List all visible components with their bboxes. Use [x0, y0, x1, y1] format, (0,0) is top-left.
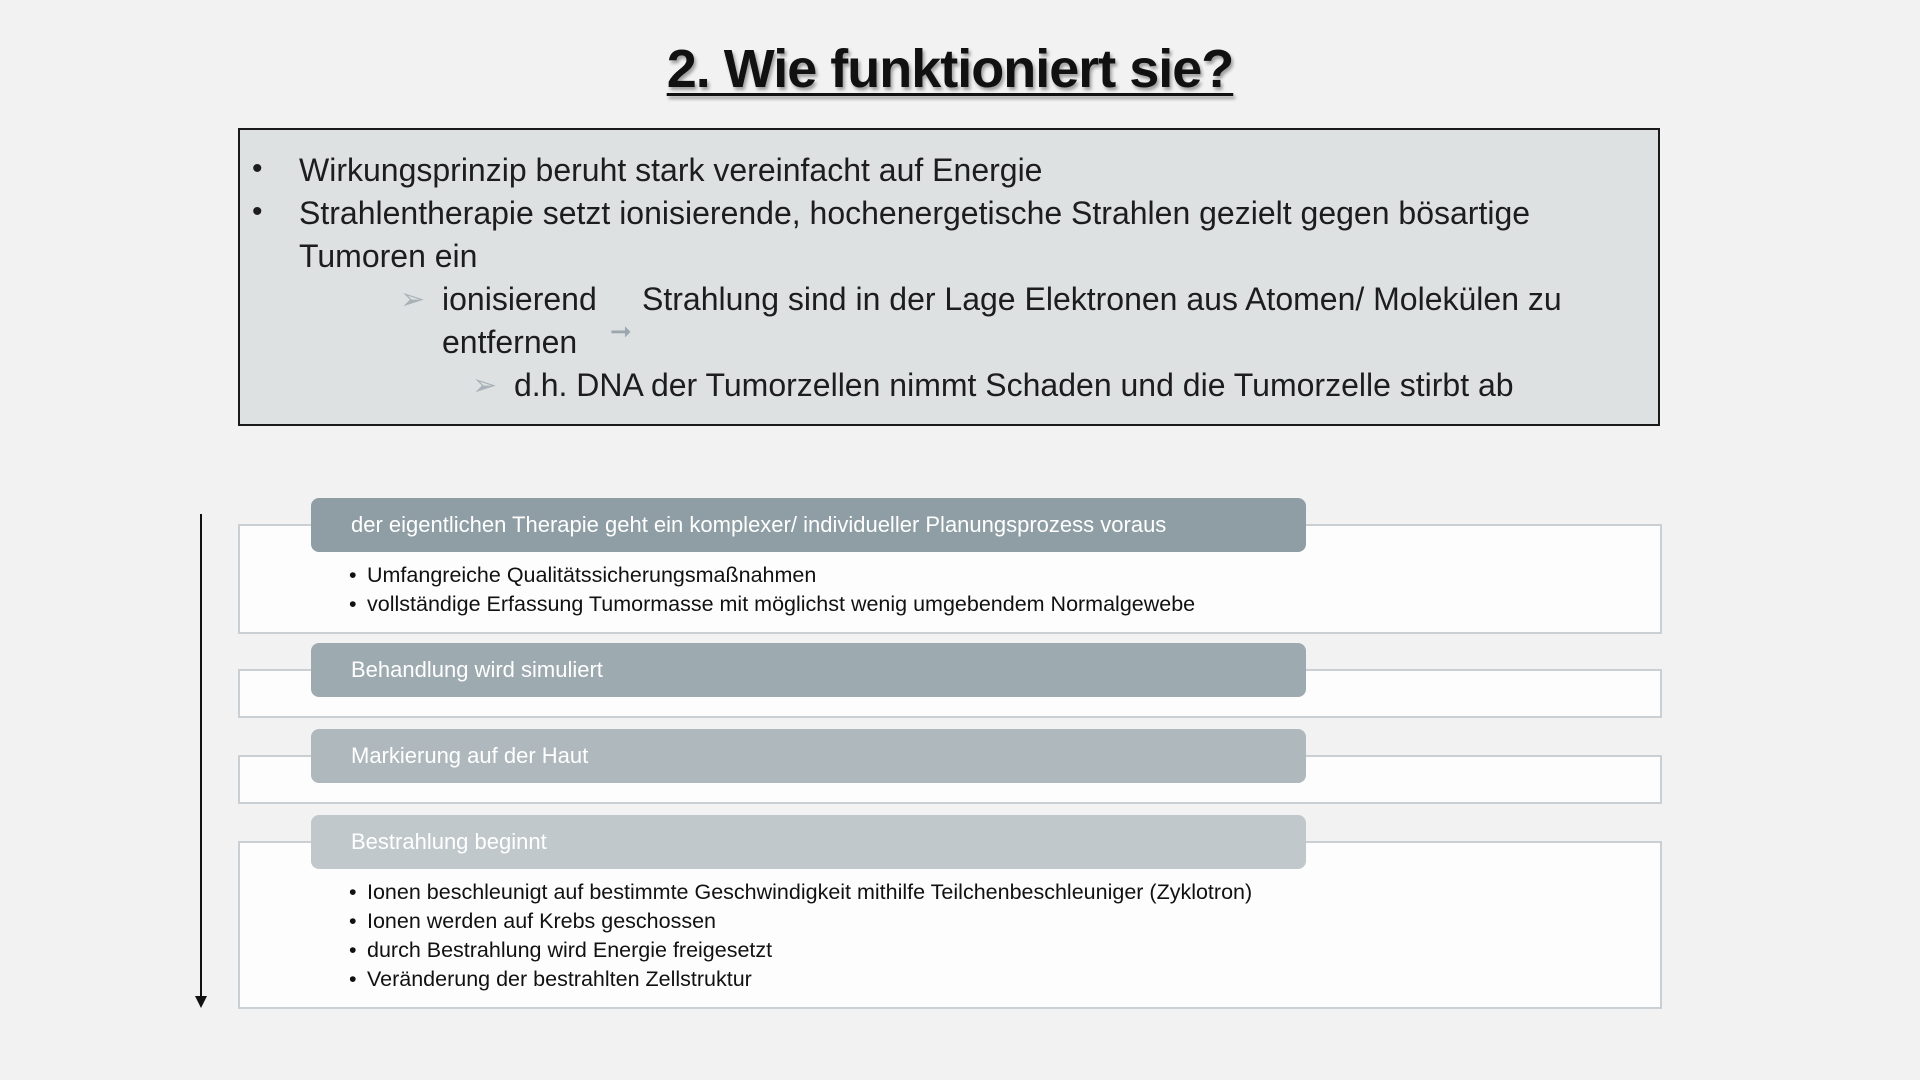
arrowhead-icon: ➢: [400, 283, 426, 316]
step-header-planning: der eigentlichen Therapie geht ein komplexer/ individueller Planungsprozess voraus: [311, 498, 1306, 552]
list-bullet: •: [349, 909, 357, 933]
slide-title: 2. Wie funktioniert sie?: [666, 39, 1234, 99]
list-item-text: Veränderung der bestrahlten Zellstruktur: [367, 967, 752, 991]
step-header-marking: Markierung auf der Haut: [311, 729, 1306, 783]
right-arrow-icon: ➞: [610, 316, 632, 346]
step-header-irradiation: Bestrahlung beginnt: [311, 815, 1306, 869]
list-item-text: vollständige Erfassung Tumormasse mit möglichst wenig umgebendem Normalgewebe: [367, 592, 1196, 616]
info-sub-2: d.h. DNA der Tumorzellen nimmt Schaden und die Tumorzelle stirbt ab: [514, 367, 1514, 403]
step-header-simulation: Behandlung wird simuliert: [311, 643, 1306, 697]
bullet-dot: •: [252, 195, 263, 228]
list-bullet: •: [349, 938, 357, 962]
timeline-arrowhead: [195, 996, 207, 1008]
info-bullet-2-line-1: Strahlentherapie setzt ionisierende, hochenergetische Strahlen gezielt gegen bösartige: [299, 195, 1531, 231]
info-sub-1-line-2: entfernen: [442, 324, 578, 360]
list-item: [349, 590, 1195, 619]
info-box: [238, 128, 1660, 426]
list-bullet: •: [349, 880, 357, 904]
step-list-irradiation: [349, 878, 1252, 994]
list-item: [349, 878, 1252, 907]
list-item: [349, 965, 1252, 994]
list-item: [349, 561, 1195, 590]
list-item-text: Ionen beschleunigt auf bestimmte Geschwindigkeit mithilfe Teilchenbeschleuniger (Zyklotron): [367, 880, 1253, 904]
list-bullet: •: [349, 592, 357, 616]
list-bullet: •: [349, 563, 357, 587]
list-item: [349, 936, 1252, 965]
list-item: [349, 907, 1252, 936]
arrowhead-icon: ➢: [472, 369, 498, 402]
timeline-line: [200, 514, 202, 1002]
list-item-text: Umfangreiche Qualitätssicherungsmaßnahmen: [367, 563, 817, 587]
info-sub-1-term: ionisierend: [442, 281, 597, 317]
info-sub-1-text: Strahlung sind in der Lage Elektronen aus Atomen/ Molekülen zu: [642, 281, 1562, 317]
info-bullet-1: Wirkungsprinzip beruht stark vereinfacht auf Energie: [299, 152, 1043, 188]
list-item-text: Ionen werden auf Krebs geschossen: [367, 909, 717, 933]
list-bullet: •: [349, 967, 357, 991]
list-item-text: durch Bestrahlung wird Energie freigesetzt: [367, 938, 773, 962]
bullet-dot: •: [252, 152, 263, 185]
step-list-planning: [349, 561, 1195, 619]
info-bullet-2-line-2: Tumoren ein: [299, 238, 478, 274]
